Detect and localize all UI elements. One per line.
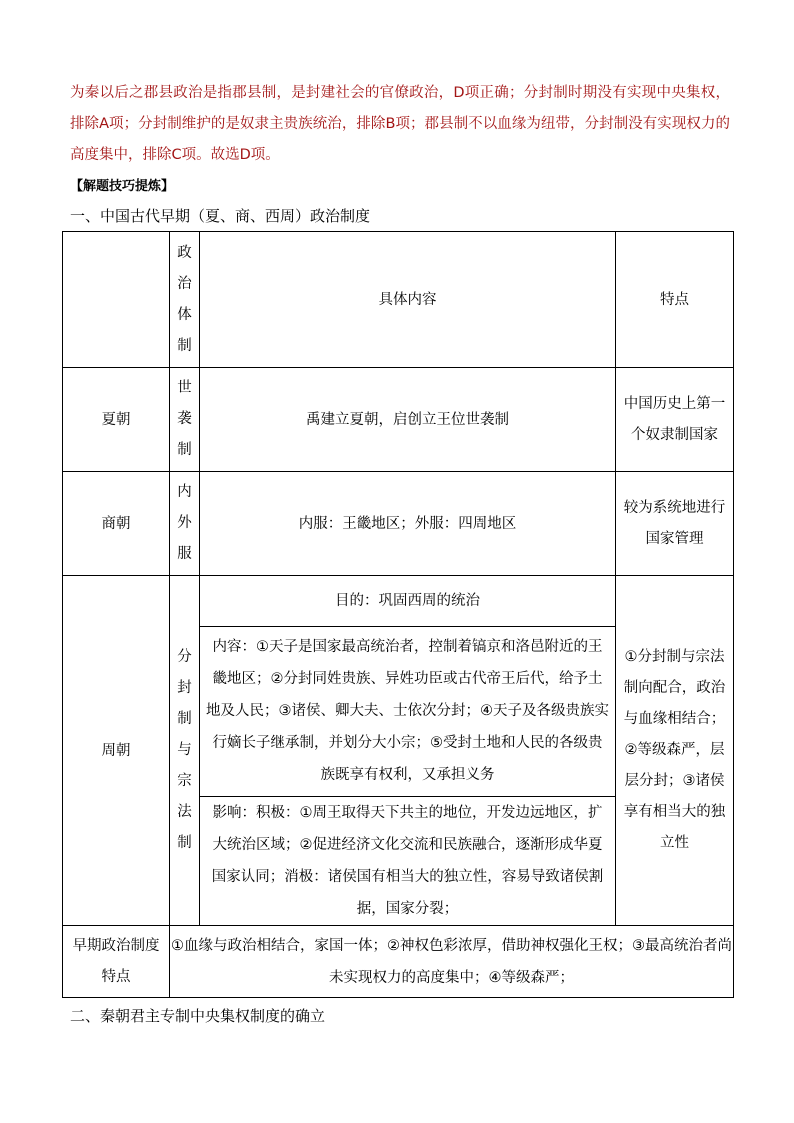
system-shang: 内外服 [177,484,192,562]
header-system: 政治体制 [177,244,192,354]
tip-heading: 【解题技巧提炼】 [70,179,175,194]
dynasty-xia: 夏朝 [63,368,170,472]
content-xia: 禹建立夏朝，启创立王位世袭制 [200,368,616,472]
system-zhou-cell [170,576,200,926]
zhou-inner-table [200,576,615,925]
feature-shang-cell [616,472,734,576]
system-shang-cell [170,472,200,576]
header-content: 具体内容 [200,232,616,368]
section-2-title: 二、秦朝君主专制中央集权制度的确立 [70,1007,326,1025]
system-xia: 世袭制 [177,380,192,458]
table-row-summary [63,926,734,998]
content-shang: 内服：王畿地区；外服：四周地区 [200,472,616,576]
table-header-row [63,232,734,368]
zhou-content-cell [200,576,616,926]
table-row-shang [63,472,734,576]
header-feature: 特点 [616,232,734,368]
zhou-influence: 影响：积极：①周王取得天下共主的地位，开发边远地区，扩大统治区域；②促进经济文化交流和民族融合，逐渐形成华夏国家认同；消极：诸侯国有相当大的独立性，容易导致诸侯割据，国家分裂； [211,804,604,917]
feature-xia: 中国历史上第一个奴隶制国家 [623,395,726,443]
zhou-content: 内容：①天子是国家最高统治者，控制着镐京和洛邑附近的王畿地区；②分封同姓贵族、异姓功臣或古代帝王后代，给予土地及人民；③诸侯、卿大夫、士依次分封；④天子及各级贵族实行嫡长子继承制，并划分大小宗；⑤受封土地和人民的各级贵族既享有权利，又承担义务 [200,626,615,796]
zhou-purpose: 目的：巩固西周的统治 [200,576,615,626]
summary-label-cell [63,926,170,998]
header-blank-cell [63,232,170,368]
summary-label: 早期政治制度特点 [72,937,160,985]
intro-paragraph: 为秦以后之郡县政治是指郡县制，是封建社会的官僚政治，D项正确；分封制时期没有实现中央集权，排除A项；分封制维护的是奴隶主贵族统治，排除B项；郡县制不以血缘为纽带，分封制没有实现权力的高度集中，排除C项。故选D项。 [70,85,730,163]
political-system-table [62,231,734,998]
table-row-zhou [63,576,734,926]
system-zhou: 分封制与宗法制 [177,649,192,851]
header-system-cell [170,232,200,368]
table-row-xia [63,368,734,472]
feature-xia-cell [616,368,734,472]
feature-zhou: ①分封制与宗法制向配合，政治与血缘相结合；②等级森严，层层分封；③诸侯享有相当大的独立性 [623,649,726,851]
dynasty-zhou: 周朝 [63,576,170,926]
feature-zhou-cell [616,576,734,926]
section-1-title: 一、中国古代早期（夏、商、西周）政治制度 [70,207,371,225]
feature-shang: 较为系统地进行国家管理 [623,499,726,547]
dynasty-shang: 商朝 [63,472,170,576]
summary-content: ①血缘与政治相结合，家国一体；②神权色彩浓厚，借助神权强化王权；③最高统治者尚未实现权力的高度集中；④等级森严； [170,926,734,998]
system-xia-cell [170,368,200,472]
